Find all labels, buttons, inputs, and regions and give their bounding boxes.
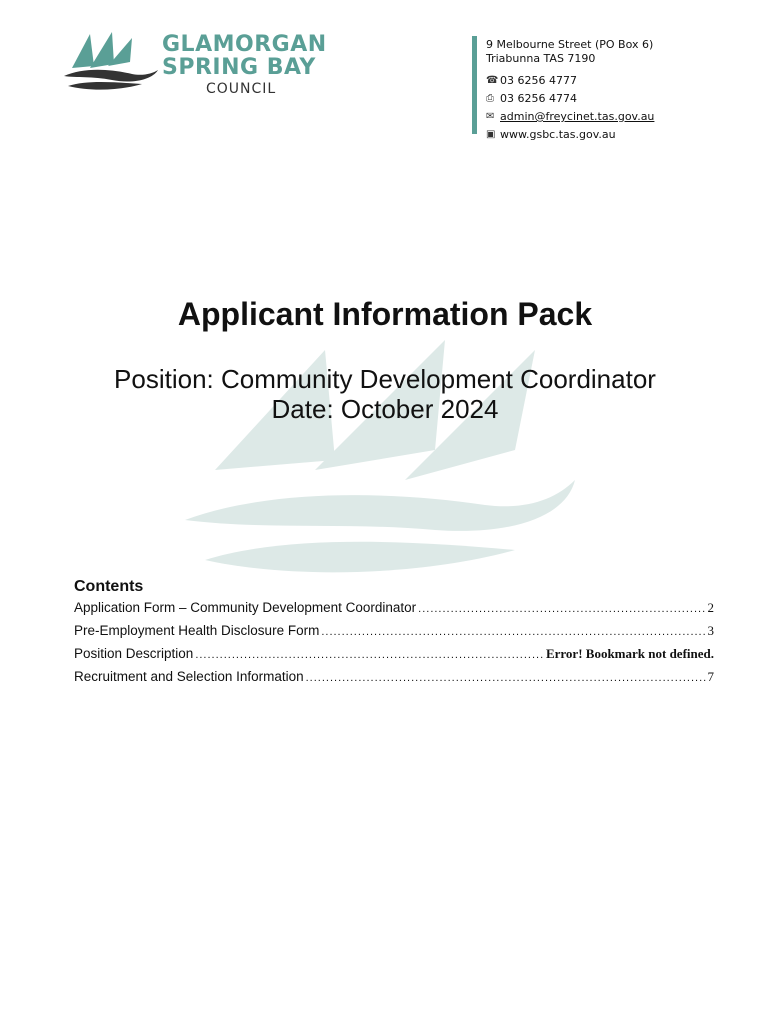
logo-text-glamorgan: GLAMORGAN xyxy=(162,32,327,57)
toc-entry-label: Application Form – Community Development Coordinator xyxy=(74,600,417,615)
contact-email xyxy=(486,108,654,126)
toc-entry-label: Pre-Employment Health Disclosure Form xyxy=(74,623,320,638)
contents-heading: Contents xyxy=(74,578,144,595)
toc-leader-dots xyxy=(195,649,544,661)
toc-leader-dots xyxy=(418,603,705,615)
address-line-2: Triabunna TAS 7190 xyxy=(486,52,596,65)
toc-entry-page: Error! Bookmark not defined. xyxy=(545,646,714,661)
contact-block xyxy=(486,38,654,144)
toc-entry[interactable] xyxy=(74,646,714,669)
toc-entry-page: 2 xyxy=(707,600,714,615)
toc-entry-label: Recruitment and Selection Information xyxy=(74,669,304,684)
table-of-contents xyxy=(74,578,714,692)
page-subtitle xyxy=(0,364,770,424)
toc-entry[interactable] xyxy=(74,600,714,623)
toc-entry[interactable] xyxy=(74,669,714,692)
email-icon: ✉ xyxy=(486,111,495,122)
contact-phone xyxy=(486,72,654,90)
toc-entry[interactable] xyxy=(74,623,714,646)
position-line: Position: Community Development Coordinator xyxy=(114,364,656,394)
contact-website xyxy=(486,126,654,144)
date-line: Date: October 2024 xyxy=(271,394,499,424)
website-link[interactable]: www.gsbc.tas.gov.au xyxy=(500,128,616,141)
toc-leader-dots xyxy=(306,672,706,684)
phone-number: 03 6256 4777 xyxy=(500,74,577,87)
logo-text-spring-bay: SPRING BAY xyxy=(162,55,316,80)
address-line-1: 9 Melbourne Street (PO Box 6) xyxy=(486,38,654,51)
fax-icon: ⎙ xyxy=(486,93,494,104)
phone-icon: ☎ xyxy=(486,75,499,86)
contact-divider-bar xyxy=(472,36,477,134)
sails-logo-icon xyxy=(62,28,162,94)
contact-fax xyxy=(486,90,654,108)
toc-leader-dots xyxy=(321,626,705,638)
email-link[interactable]: admin@freycinet.tas.gov.au xyxy=(500,110,655,123)
logo-text-council: COUNCIL xyxy=(206,81,277,97)
toc-entry-page: 7 xyxy=(707,669,714,684)
toc-entry-page: 3 xyxy=(707,623,714,638)
council-logo xyxy=(62,28,332,98)
page-title: Applicant Information Pack xyxy=(177,296,593,332)
toc-entry-label: Position Description xyxy=(74,646,194,661)
computer-icon: ▣ xyxy=(486,129,496,140)
fax-number: 03 6256 4774 xyxy=(500,92,577,105)
